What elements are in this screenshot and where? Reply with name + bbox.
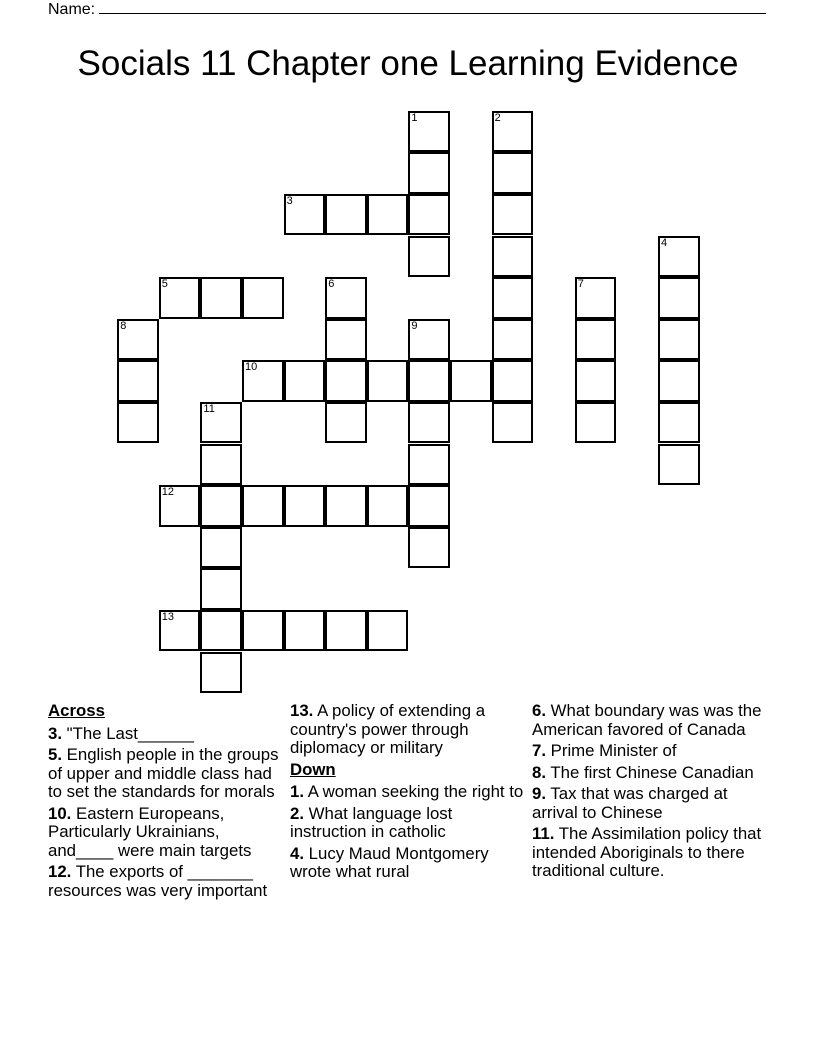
grid-cell[interactable] [492,236,534,278]
grid-cell[interactable] [325,610,367,652]
grid-cell[interactable] [492,319,534,361]
name-label: Name: [48,1,96,18]
grid-cell[interactable] [325,194,367,236]
grid-cell[interactable] [117,360,159,402]
clue-down-7: 7. Prime Minister of [532,741,677,760]
grid-cell[interactable] [408,485,450,527]
grid-cell[interactable] [242,277,284,319]
grid-cell[interactable] [325,485,367,527]
clue-across-13: 13. A policy of extending a country's power through diplomacy or military [290,701,486,757]
clue-down-8: 8. The first Chinese Canadian [532,762,754,782]
grid-cell[interactable] [200,277,242,319]
clue-number-11: 11 [203,402,215,415]
clue-down-2: 2. What language lost instruction in catholic [290,803,453,841]
grid-cell[interactable] [492,402,534,444]
clue-number-13: 13 [161,610,175,623]
grid-cell[interactable] [284,485,326,527]
grid-cell[interactable] [492,360,534,402]
clue-number-4: 4 [661,236,668,249]
clue-number-6: 6 [328,278,335,291]
grid-cell[interactable] [408,152,450,194]
clue-across-10: 10. Eastern Europeans, Particularly Ukrainians, and____ were main targets [48,803,252,860]
grid-cell[interactable] [492,194,534,236]
clue-down-9: 9. Tax that was charged at arrival to Chinese [532,784,728,822]
grid-cell[interactable] [408,360,450,402]
across-heading: Across [48,701,105,720]
grid-cell[interactable] [367,485,409,527]
clue-number-12: 12 [161,486,175,499]
grid-cell[interactable] [658,319,700,361]
grid-cell[interactable] [492,277,534,319]
clue-down-11: 11. The Assimilation policy that intended Aboriginals to there traditional culture. [532,824,762,880]
grid-cell[interactable] [408,527,450,569]
grid-cell[interactable] [284,610,326,652]
clue-down-1: 1. A woman seeking the right to [290,782,524,801]
grid-cell[interactable] [325,402,367,444]
grid-cell[interactable] [242,610,284,652]
grid-cell[interactable] [200,527,242,569]
clues-column-3 [532,702,768,884]
grid-cell[interactable] [200,568,242,610]
clue-number-2: 2 [494,111,501,124]
grid-cell[interactable] [492,152,534,194]
grid-cell[interactable] [242,485,284,527]
grid-cell[interactable] [450,360,492,402]
grid-cell[interactable] [200,610,242,652]
grid-cell[interactable] [658,402,700,444]
grid-cell[interactable] [367,194,409,236]
grid-cell[interactable] [117,402,159,444]
grid-cell[interactable] [658,444,700,486]
grid-cell[interactable] [408,444,450,486]
clue-across-5: 5. English people in the groups of upper and middle class had to set the standards for morals [48,745,279,801]
clue-number-8: 8 [120,319,127,332]
clue-down-4: 4. Lucy Maud Montgomery wrote what rural [290,843,489,881]
grid-cell[interactable] [408,194,450,236]
clue-number-10: 10 [245,361,258,374]
grid-cell[interactable] [200,485,242,527]
clue-number-3: 3 [286,194,293,207]
grid-cell[interactable] [575,319,617,361]
clue-number-9: 9 [411,319,418,332]
grid-cell[interactable] [367,360,409,402]
grid-cell[interactable] [408,402,450,444]
down-heading: Down [290,759,336,779]
grid-cell[interactable] [200,444,242,486]
clue-number-7: 7 [577,278,584,291]
grid-cell[interactable] [367,610,409,652]
grid-cell[interactable] [408,236,450,278]
grid-cell[interactable] [200,652,242,694]
clue-across-3: 3. "The Last______ [48,723,194,743]
page-title: Socials 11 Chapter one Learning Evidence [77,44,739,83]
grid-cell[interactable] [325,319,367,361]
grid-cell[interactable] [575,402,617,444]
grid-cell[interactable] [658,277,700,319]
clues-column-2 [290,702,526,885]
grid-cell[interactable] [658,360,700,402]
grid-cell[interactable] [325,360,367,402]
clues-column-1 [48,702,284,903]
clue-across-12: 12. The exports of _______ resources was very important [48,862,268,900]
clue-number-1: 1 [411,111,418,124]
clue-number-5: 5 [161,278,168,291]
grid-cell[interactable] [575,360,617,402]
clue-down-6: 6. What boundary was was the American favored of Canada [532,701,762,739]
grid-cell[interactable] [284,360,326,402]
